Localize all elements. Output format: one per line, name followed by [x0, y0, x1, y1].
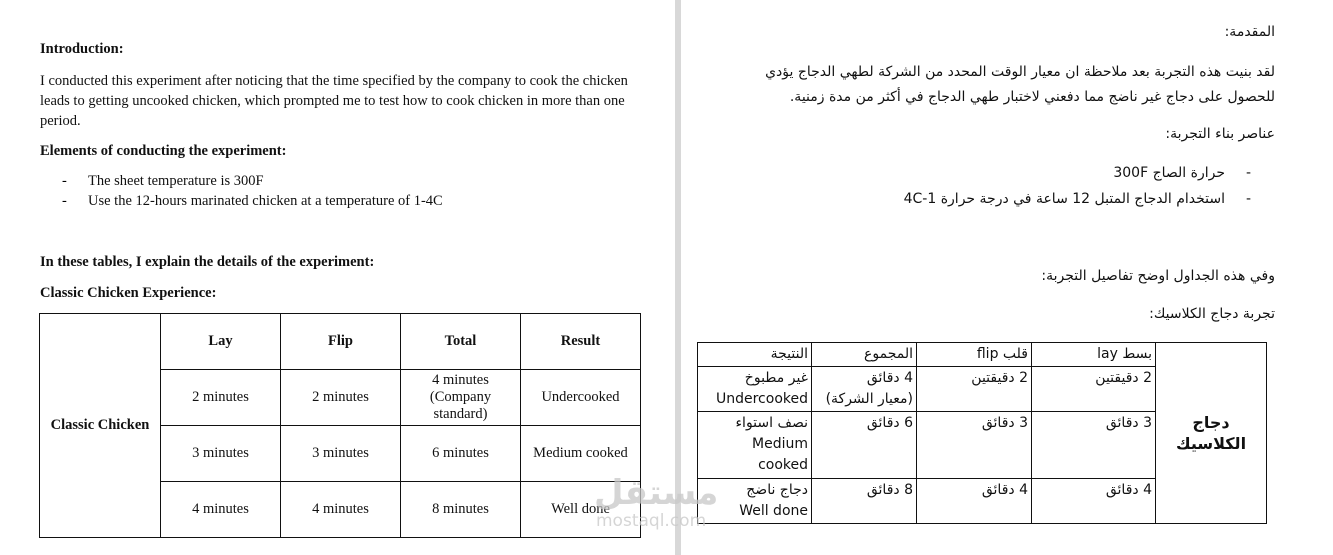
experiment-table-en	[39, 313, 641, 538]
header-result: النتيجة	[698, 343, 812, 367]
ar-element-item: استخدام الدجاج المتبل 12 ساعة في درجة حرارة 1-4C	[903, 191, 1225, 207]
header-result: Result	[521, 314, 641, 370]
intro-paragraph: I conducted this experiment after noticing that the time specified by the company to cook the chicken leads to getting uncooked chicken, which prompted me to test how to cook chicken in more than one period.	[40, 73, 628, 129]
cell-flip: 2 دقيقتين	[917, 367, 1032, 412]
cell-lay: 3 minutes	[161, 426, 281, 482]
watermark-arabic: مستقل	[594, 473, 719, 513]
mostaql-watermark	[594, 474, 718, 530]
cell-lay: 2 minutes	[161, 370, 281, 426]
cell-flip: 4 دقائق	[917, 479, 1032, 524]
total-note: (معيار الشركة)	[825, 391, 913, 407]
bullet-dash: -	[62, 193, 67, 209]
watermark-latin: mostaql.com	[596, 511, 707, 531]
cell-total: 4 minutes (Company standard)	[401, 370, 521, 426]
total-value: 6 دقائق	[866, 415, 913, 431]
table-header-row	[698, 343, 1267, 367]
cell-result: Well done	[521, 482, 641, 538]
result-arabic: نصف استواء	[735, 415, 808, 431]
row-label-cell	[1156, 343, 1267, 524]
ar-table-title: تجربة دجاج الكلاسيك:	[1149, 306, 1275, 322]
ar-element-item: حرارة الصاج 300F	[1113, 165, 1225, 181]
total-value: 8 دقائق	[866, 482, 913, 498]
table-title: Classic Chicken Experience:	[40, 285, 217, 301]
row-label-cell	[40, 314, 161, 538]
cell-total: 6 minutes	[401, 426, 521, 482]
cell-flip: 2 minutes	[281, 370, 401, 426]
ar-intro-line: للحصول على دجاج غير ناضج مما دفعني لاختبار طهي الدجاج في أكثر من مدة زمنية.	[789, 89, 1275, 105]
header-total: المجموع	[812, 343, 917, 367]
element-item: The sheet temperature is 300F	[88, 173, 264, 189]
cell-result	[698, 412, 812, 479]
result-english: Well done	[739, 503, 808, 519]
ar-tables-heading: وفي هذه الجداول اوضح تفاصيل التجربة:	[1041, 268, 1275, 284]
header-total: Total	[401, 314, 521, 370]
row-label: دجاج الكلاسيك	[1175, 413, 1247, 453]
cell-total	[812, 412, 917, 479]
ar-intro-heading: المقدمة:	[1224, 24, 1275, 40]
arabic-page	[681, 0, 1333, 555]
cell-result: Undercooked	[521, 370, 641, 426]
result-arabic: غير مطبوخ	[744, 370, 808, 386]
cell-flip: 4 minutes	[281, 482, 401, 538]
ar-intro-line: لقد بنيت هذه التجربة بعد ملاحظة ان معيار الوقت المحدد من الشركة لطهي الدجاج يؤدي	[765, 64, 1275, 80]
header-lay: Lay	[161, 314, 281, 370]
cell-total: 8 minutes	[401, 482, 521, 538]
tables-heading: In these tables, I explain the details of the experiment:	[40, 254, 375, 270]
intro-heading: Introduction:	[40, 41, 124, 57]
cell-lay: 3 دقائق	[1032, 412, 1156, 479]
bullet-dash: -	[1245, 191, 1251, 207]
result-arabic: دجاج ناضج	[746, 482, 808, 498]
cell-lay: 2 دقيقتين	[1032, 367, 1156, 412]
cell-total	[812, 367, 917, 412]
cell-result: Medium cooked	[521, 426, 641, 482]
table-header-row	[40, 314, 641, 370]
result-english: Medium cooked	[752, 436, 808, 473]
cell-lay: 4 minutes	[161, 482, 281, 538]
header-lay: بسط lay	[1032, 343, 1156, 367]
header-flip: Flip	[281, 314, 401, 370]
elements-heading: Elements of conducting the experiment:	[40, 143, 287, 159]
bullet-dash: -	[62, 173, 67, 189]
total-value: 4 دقائق	[866, 370, 913, 386]
cell-lay: 4 دقائق	[1032, 479, 1156, 524]
cell-total	[812, 479, 917, 524]
cell-result	[698, 367, 812, 412]
row-label: Classic Chicken	[50, 417, 150, 433]
cell-flip: 3 دقائق	[917, 412, 1032, 479]
element-item: Use the 12-hours marinated chicken at a temperature of 1-4C	[88, 193, 443, 209]
experiment-table-ar	[697, 342, 1267, 524]
header-flip: قلب flip	[917, 343, 1032, 367]
ar-elements-heading: عناصر بناء التجربة:	[1165, 126, 1275, 142]
bullet-dash: -	[1245, 165, 1251, 181]
cell-flip: 3 minutes	[281, 426, 401, 482]
result-english: Undercooked	[715, 391, 808, 407]
